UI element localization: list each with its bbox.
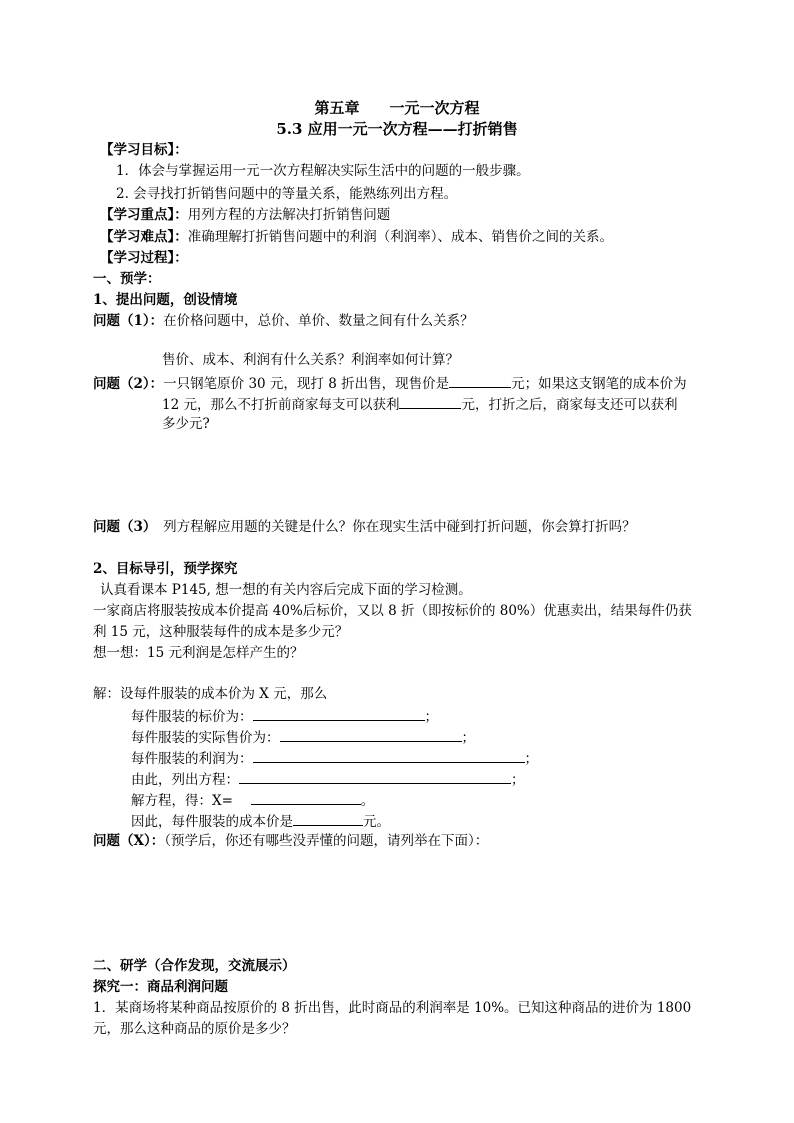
answer-blank[interactable] [239, 768, 511, 784]
answer-blank[interactable] [449, 372, 511, 388]
key-point-text: 用列方程的方法解决打折销售问题 [187, 207, 391, 223]
difficulty-label: 【学习难点】： [100, 229, 188, 245]
question-1-follow: 售价、成本、利润有什么关系？利润率如何计算？ [162, 352, 459, 368]
solution-step-5: 解方程，得：X= 。 [131, 789, 374, 811]
answer-blank[interactable] [253, 747, 525, 763]
solution-step-1: 每件服装的标价为： ； [131, 705, 438, 727]
question-2-line-2: 12 元，那么不打折前商家每支可以获利 元，打折之后，商家每支还可以获利 [162, 393, 677, 415]
part2-heading: 2、目标导引，预学探究 [93, 561, 238, 577]
part2-intro: 认真看课本 P145, 想一想的有关内容后完成下面的学习检测。 [100, 582, 472, 598]
answer-blank[interactable] [253, 705, 425, 721]
question-3 [93, 517, 636, 537]
solution-step-6: 因此，每件服装的成本价是 元。 [131, 810, 390, 832]
part1-heading: 一、预学： [93, 271, 161, 287]
key-point [100, 205, 390, 225]
research-heading: 二、研学（合作发现，交流展示） [93, 958, 296, 974]
solution-step-2: 每件服装的实际售价为： ； [131, 726, 475, 748]
question-1 [93, 311, 474, 331]
answer-blank[interactable] [399, 393, 461, 409]
research-sub: 探究一：商品利润问题 [93, 979, 228, 995]
part2-think: 想一想：15 元利润是怎样产生的？ [93, 645, 304, 661]
answer-blank[interactable] [293, 810, 363, 826]
difficulty-text: 准确理解打折销售问题中的利润（利润率）、成本、销售价之间的关系。 [187, 229, 613, 245]
question-x [93, 831, 488, 851]
research-problem-line-1: 1．某商场将某种商品按原价的 8 折出售，此时商品的利润率是 10%。已知这种商品的进价为 1800 [93, 1000, 692, 1016]
part2-problem-line-1: 一家商店将服装按成本价提高 40%后标价，又以 8 折（即按标价的 80%）优惠卖出，结果每件仍获 [93, 603, 692, 619]
difficulty [100, 227, 613, 247]
question-x-text: （预学后，你还有哪些没弄懂的问题，请列举在下面）： [164, 833, 489, 849]
chapter-title: 第五章 一元一次方程 [314, 99, 480, 117]
research-problem-line-2: 元，那么这种商品的原价是多少？ [93, 1021, 296, 1037]
question-2-line-3: 多少元? [162, 416, 210, 432]
question-2-label: 问题（2）： [93, 376, 164, 392]
question-1-text: 在价格问题中，总价、单价、数量之间有什么关系？ [163, 313, 474, 329]
part2-problem-line-2: 利 15 元，这种服装每件的成本是多少元？ [93, 624, 349, 640]
question-3-text: 列方程解应用题的关键是什么？你在现实生活中碰到打折问题，你会算打折吗？ [163, 519, 636, 535]
part1-sub1: 1、提出问题，创设情境 [93, 292, 238, 308]
solution-step-4: 由此，列出方程： ； [131, 768, 525, 790]
question-x-label: 问题（X）： [93, 833, 165, 849]
key-point-label: 【学习重点】： [100, 207, 188, 223]
section-title: 5.3 应用一元一次方程——打折销售 [276, 120, 518, 138]
process-label: 【学习过程】： [100, 250, 188, 266]
goal-item-2: 2. 会寻找打折销售问题中的等量关系，能熟练列出方程。 [116, 186, 458, 202]
goal-item-1: 1．体会与掌握运用一元一次方程解决实际生活中的问题的一般步骤。 [116, 163, 530, 179]
question-2-line-1: 问题（2）：一只钢笔原价 30 元，现打 8 折出售，现售价是 元；如果这支钢笔的成本价为 [93, 372, 687, 394]
solution-intro: 解：设每件服装的成本价为 X 元，那么 [93, 686, 328, 702]
answer-blank[interactable] [251, 789, 361, 805]
question-1-label: 问题（1）： [93, 313, 164, 329]
question-3-label: 问题（3） [93, 519, 150, 535]
answer-blank[interactable] [280, 726, 462, 742]
goals-label: 【学习目标】： [100, 142, 188, 158]
solution-step-3: 每件服装的利润为： ； [131, 747, 538, 769]
